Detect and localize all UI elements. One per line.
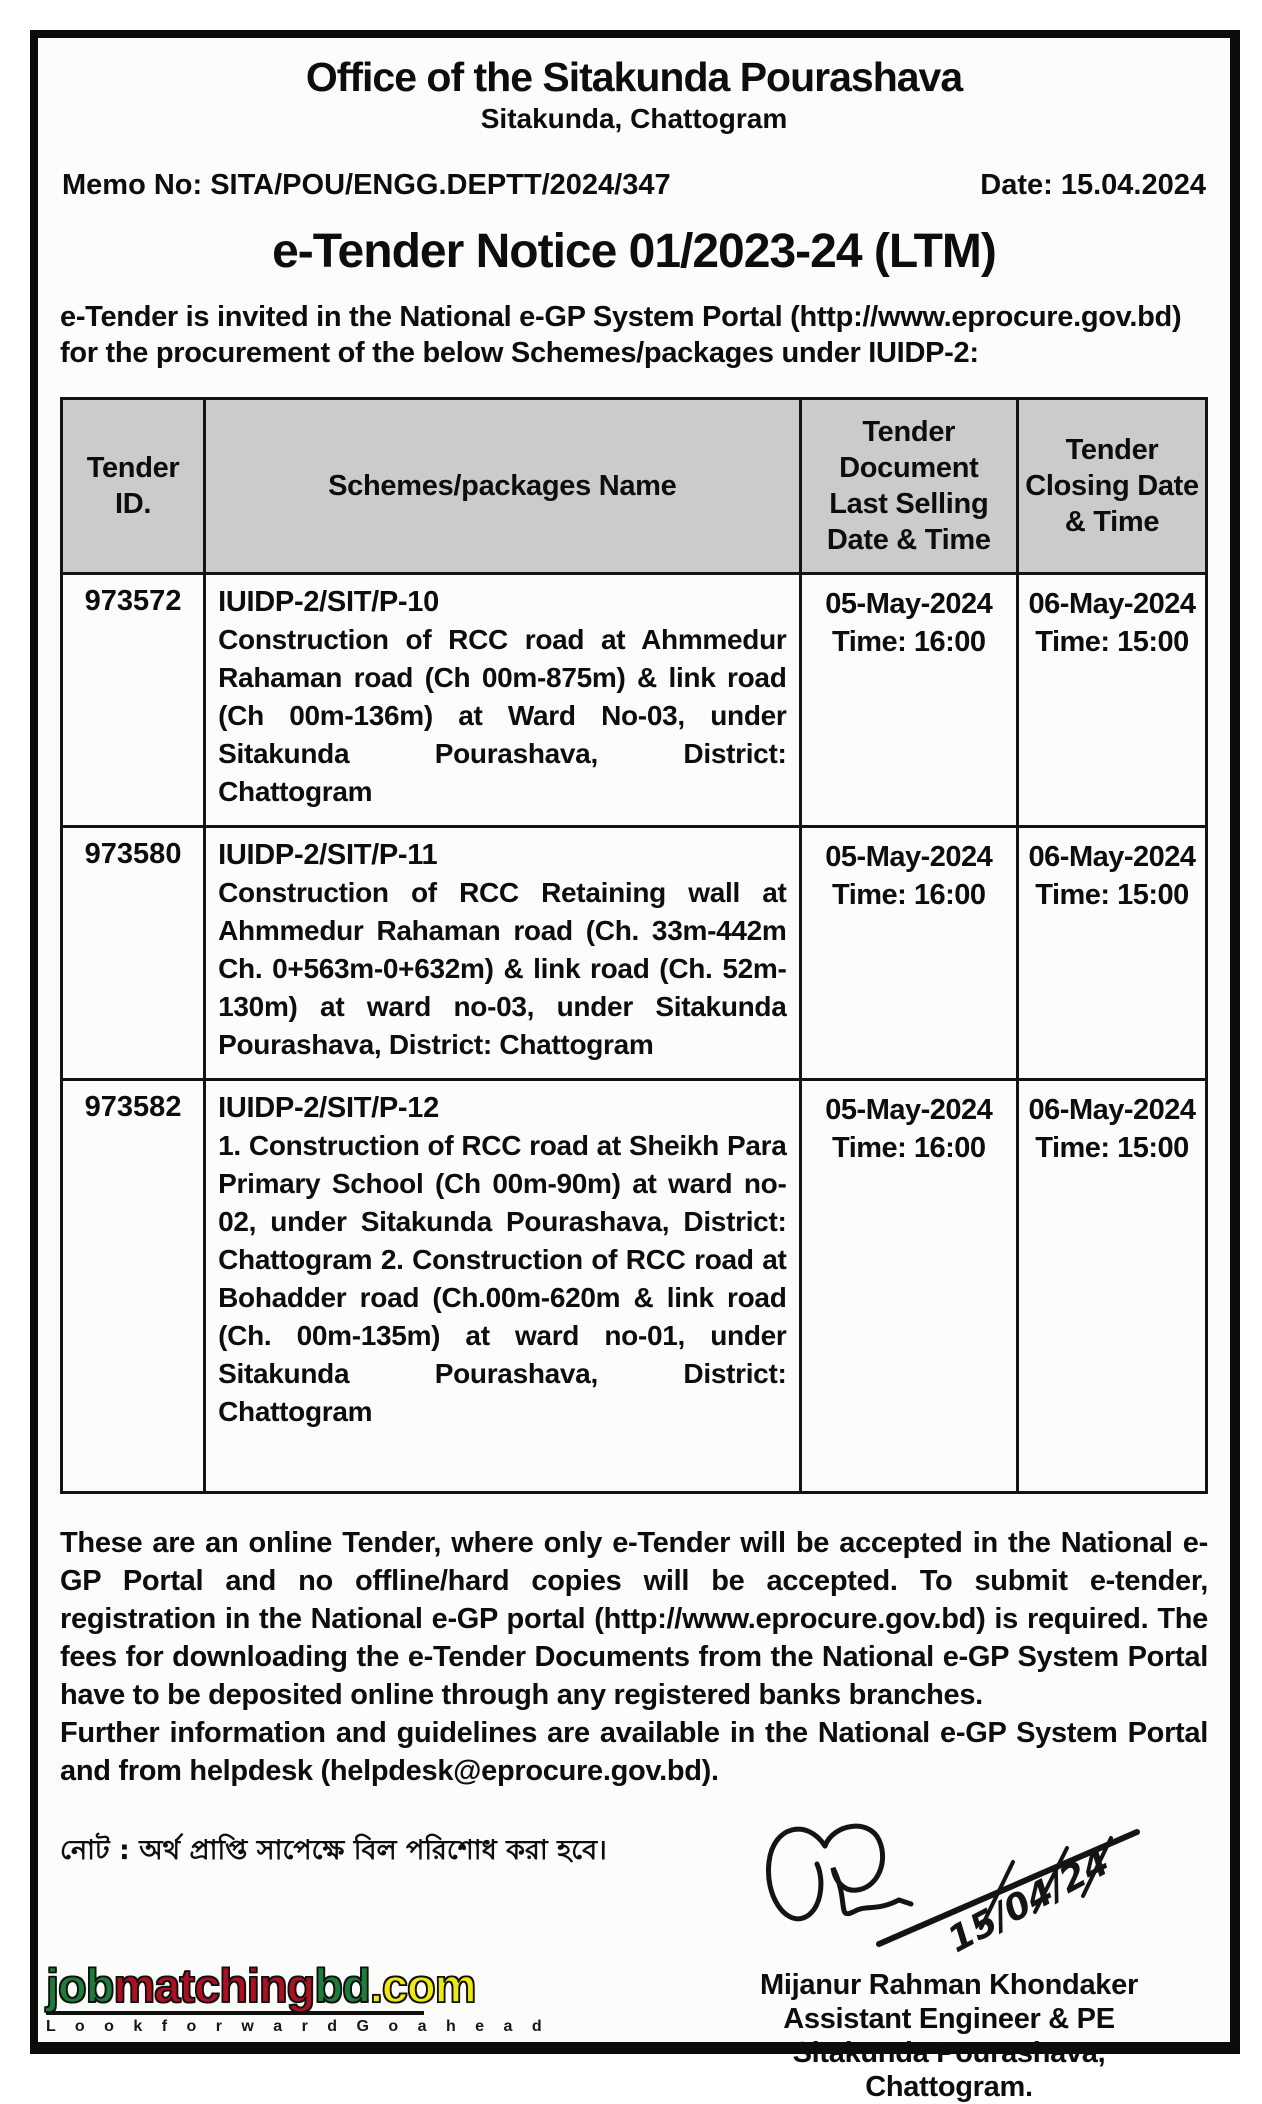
selling-time: Time: 16:00 — [832, 1132, 986, 1164]
selling-time: Time: 16:00 — [832, 879, 986, 911]
scheme-name-cell — [205, 1080, 800, 1493]
closing-date: 06-May-2024 — [1028, 1094, 1196, 1126]
closing-time: Time: 15:00 — [1035, 879, 1189, 911]
package-code: IUIDP-2/SIT/P-10 — [218, 586, 439, 618]
note-paragraph-1: These are an online Tender, where only e-Tender will be accepted in the National e-GP Portal and no offline/hard copies will be accepted. To submit e-tender, registration in the National e-GP portal (http://www.eprocure.gov.bd) is required. The fees for downloading the e-Tender Documents from the National e-GP System Portal have to be deposited online through any registered banks branches. — [60, 1527, 1208, 1711]
bengali-note: নোট : অর্থ প্রাপ্তি সাপেক্ষে বিল পরিশোধ করা হবে। — [60, 1835, 607, 1866]
signature-scribble — [729, 1804, 1169, 1964]
tender-table — [60, 397, 1208, 1494]
table-row — [62, 827, 1207, 1080]
package-description: 1. Construction of RCC road at Sheikh Para Primary School (Ch 00m-90m) at ward no-02, under Sitakunda Pourashava, District: Chattogram 2. Construction of RCC road at Bohadder road (Ch.00m-620m & link road (Ch. 00m-135m) at ward no-01, under Sitakunda Pourashava, District: Chattogram — [218, 1130, 787, 1427]
selling-date: 05-May-2024 — [825, 841, 993, 873]
intro-paragraph: e-Tender is invited in the National e-GP System Portal (http://www.eprocure.gov.bd) for the procurement of the below Schemes/packages under IUIDP-2: — [60, 301, 1182, 369]
closing-date-cell — [1018, 574, 1207, 827]
logo-part-bd: bd — [314, 1959, 370, 2012]
memo-number: Memo No: SITA/POU/ENGG.DEPTT/2024/347 — [62, 169, 671, 201]
signatory-location: Chattogram. — [865, 2071, 1033, 2103]
terms-notes — [52, 1524, 1216, 1790]
closing-date-cell — [1018, 1080, 1207, 1493]
package-code: IUIDP-2/SIT/P-11 — [218, 839, 438, 871]
table-row — [62, 574, 1207, 827]
header-selling-date: Tender Document Last Selling Date & Time — [800, 399, 1018, 574]
document-sheet — [30, 30, 1240, 2103]
package-description: Construction of RCC road at Ahmmedur Rahaman road (Ch 00m-875m) & link road (Ch 00m-136m) at Ward No-03, under Sitakunda Pourashava, District: Chattogram — [218, 624, 787, 807]
office-title: Office of the Sitakunda Pourashava — [305, 54, 963, 100]
jobmatchingbd-watermark-logo — [46, 1959, 550, 2036]
logo-tagline: L o o k f o r w a r d G o a h e a d — [46, 2018, 550, 2035]
logo-part-job: job — [46, 1959, 114, 2012]
table-header-row — [62, 399, 1207, 574]
header-closing-date: Tender Closing Date & Time — [1018, 399, 1207, 574]
signature-date-scribble: 15/04/24 — [941, 1841, 1117, 1962]
selling-date-cell — [800, 827, 1018, 1080]
table-row — [62, 1080, 1207, 1493]
closing-date: 06-May-2024 — [1028, 588, 1196, 620]
closing-date: 06-May-2024 — [1028, 841, 1196, 873]
memo-date: Date: 15.04.2024 — [980, 169, 1206, 201]
closing-date-cell — [1018, 827, 1207, 1080]
selling-date: 05-May-2024 — [825, 588, 993, 620]
selling-time: Time: 16:00 — [832, 626, 986, 658]
notice-title: e-Tender Notice 01/2023-24 (LTM) — [272, 225, 996, 278]
header-tender-id: Tender ID. — [62, 399, 205, 574]
logo-brand-text — [46, 1959, 476, 2012]
tender-id: 973580 — [62, 827, 205, 1080]
package-description: Construction of RCC Retaining wall at Ahmmedur Rahaman road (Ch. 33m-442m Ch. 0+563m-0+632m) & link road (Ch. 52m-130m) at ward no-03, under Sitakunda Pourashava, District: Chattogram — [218, 877, 787, 1060]
closing-time: Time: 15:00 — [1035, 1132, 1189, 1164]
scheme-name-cell — [205, 574, 800, 827]
signatory-designation: Assistant Engineer & PE — [783, 2003, 1115, 2035]
signatory-name: Mijanur Rahman Khondaker — [760, 1969, 1138, 2001]
tender-id: 973572 — [62, 574, 205, 827]
package-code: IUIDP-2/SIT/P-12 — [218, 1092, 439, 1124]
selling-date-cell — [800, 1080, 1018, 1493]
scheme-name-cell — [205, 827, 800, 1080]
signatory-org: Sitakunda Pourashava, — [792, 2037, 1106, 2069]
tender-id: 973582 — [62, 1080, 205, 1493]
header-schemes-name: Schemes/packages Name — [205, 399, 800, 574]
closing-time: Time: 15:00 — [1035, 626, 1189, 658]
logo-part-com: .com — [369, 1959, 476, 2012]
signature-block — [714, 1804, 1184, 2104]
note-paragraph-2: Further information and guidelines are available in the National e-GP System Portal and from helpdesk (helpdesk@eprocure.gov.bd). — [60, 1717, 1208, 1787]
selling-date: 05-May-2024 — [825, 1094, 993, 1126]
office-subtitle: Sitakunda, Chattogram — [480, 103, 788, 134]
footer-row — [52, 1804, 1216, 2104]
memo-row — [52, 169, 1216, 202]
selling-date-cell — [800, 574, 1018, 827]
logo-part-matching: matching — [113, 1959, 315, 2012]
